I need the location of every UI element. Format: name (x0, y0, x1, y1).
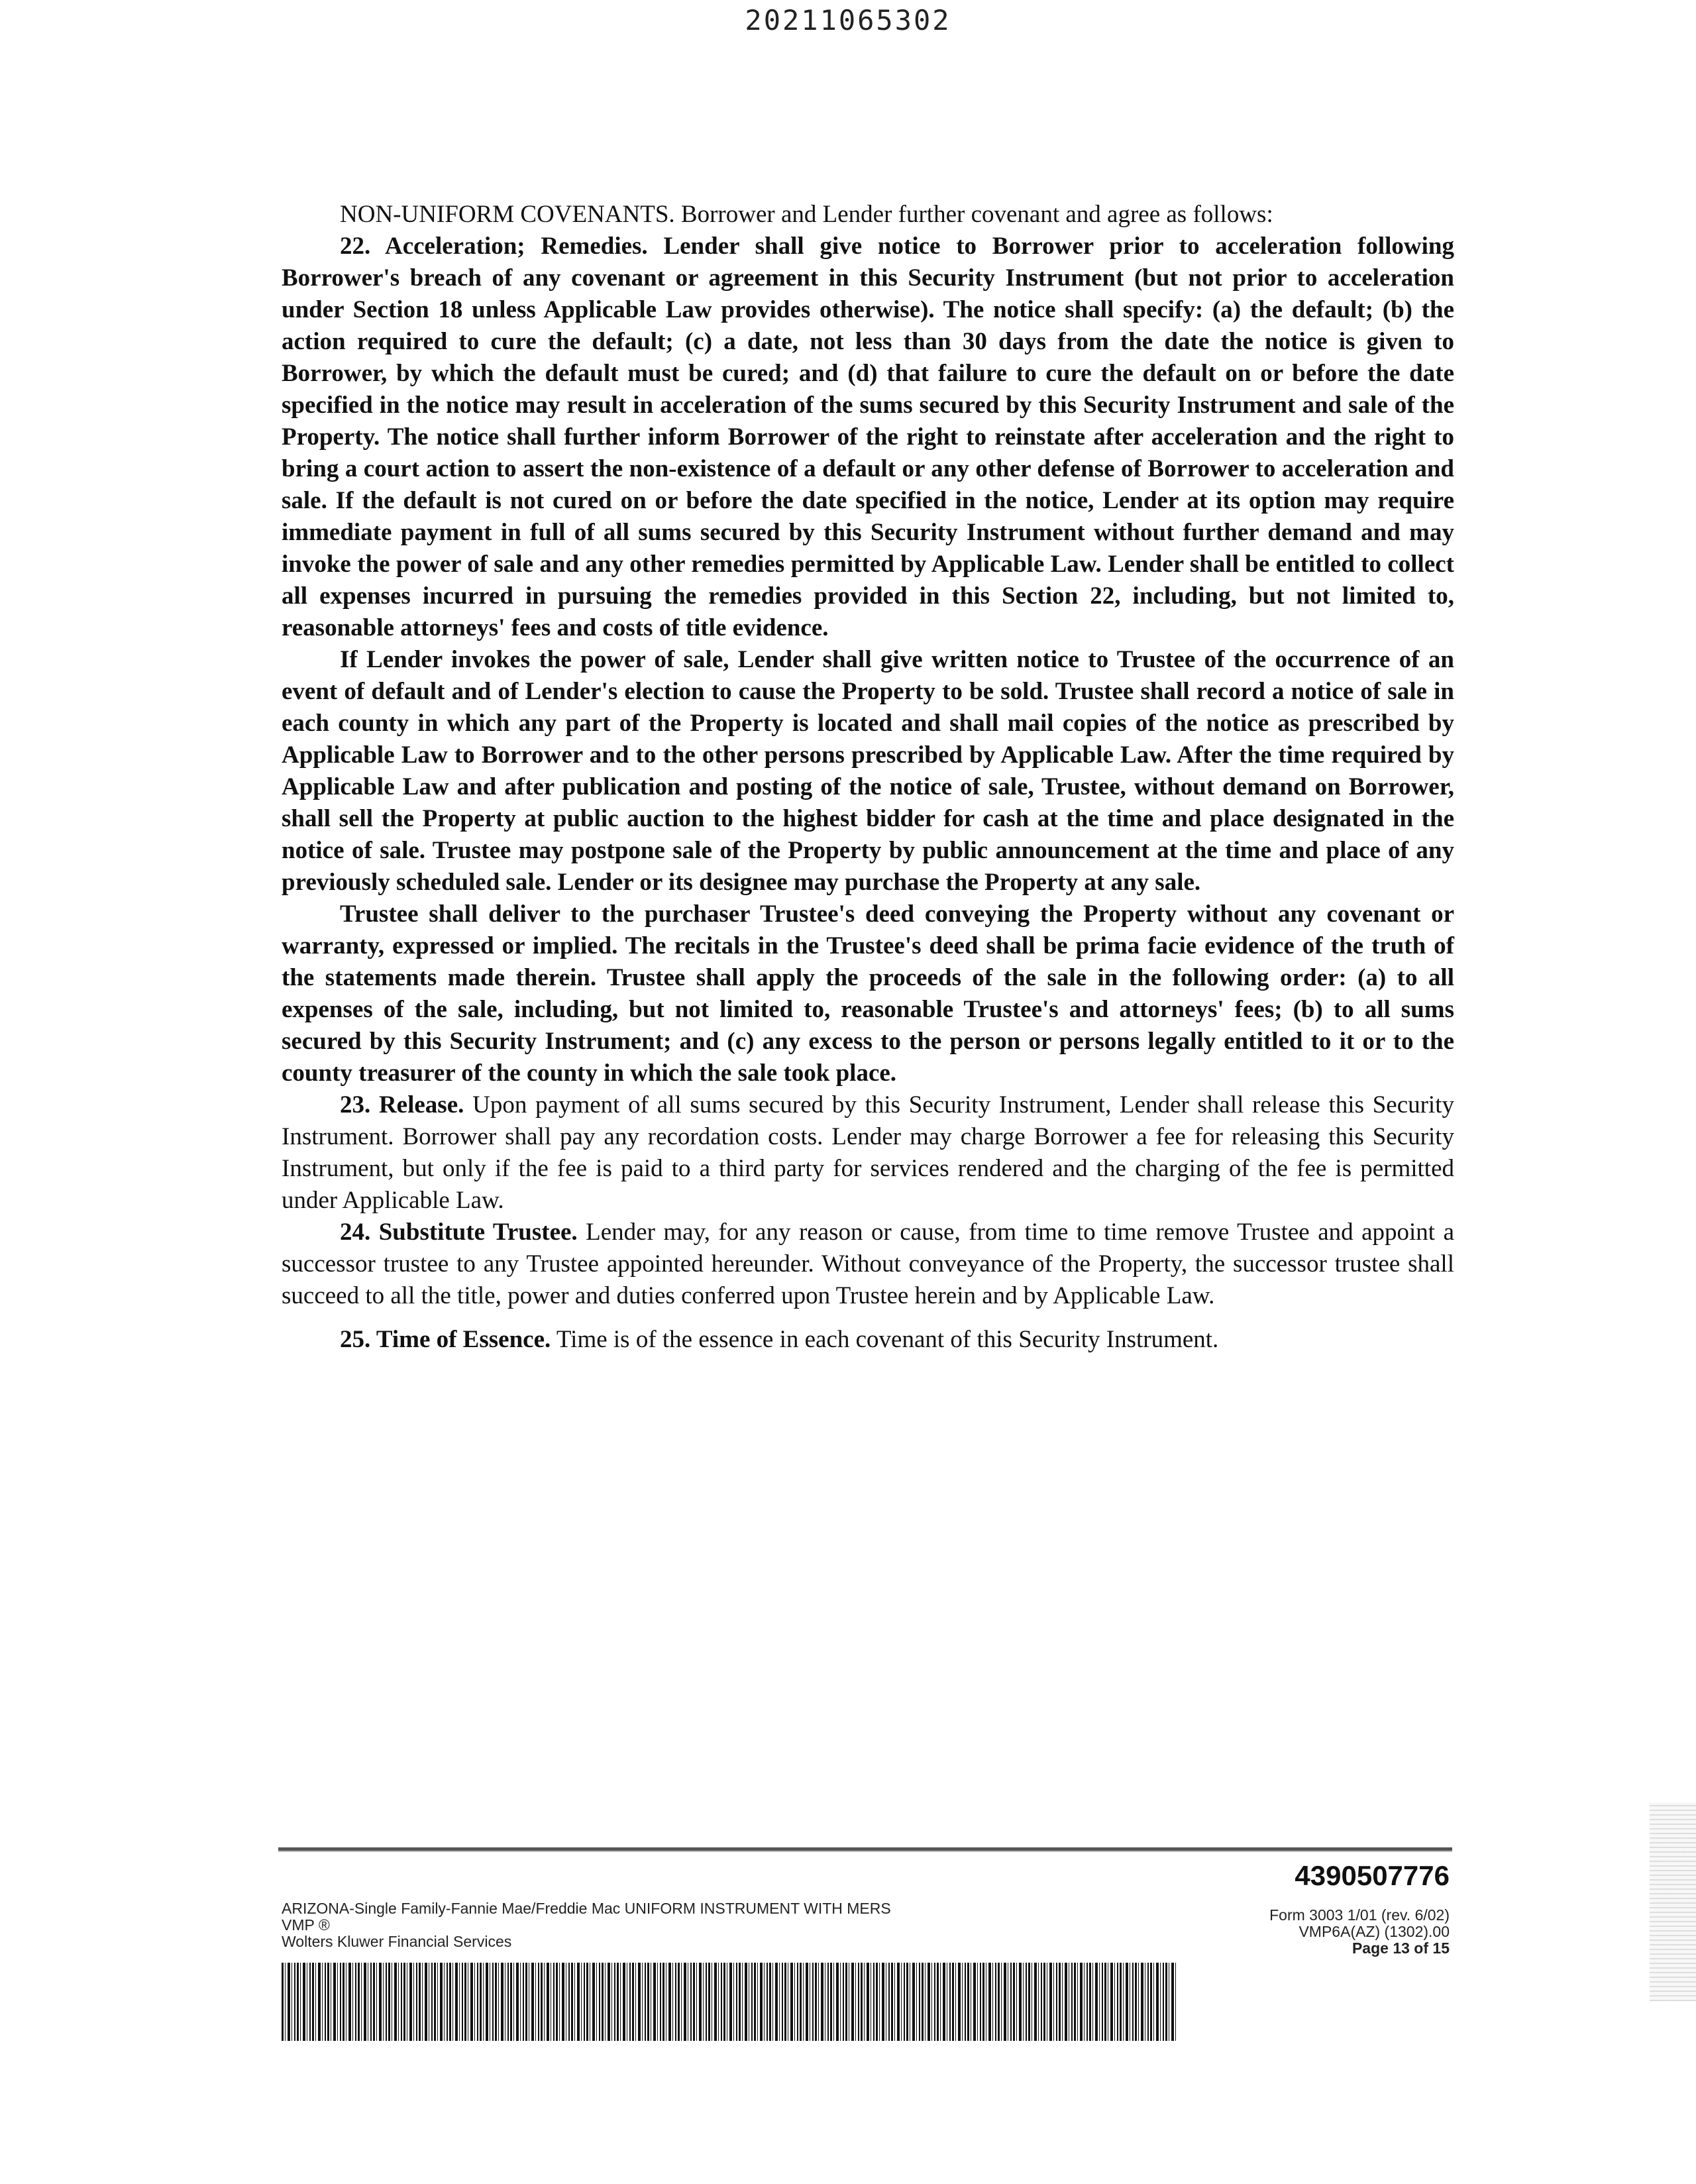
section-25-paragraph (282, 1324, 1454, 1356)
section-24-paragraph (282, 1217, 1454, 1312)
section-22-body: Lender shall give notice to Borrower prior to acceleration following Borrower's breach of any covenant or agreement in this Security Instrument (but not prior to acceleration under Section 18 unless Applicable Law provides otherwise). The notice shall specify: (a) the default; (b) the action required to cure the default; (c) a date, not less than 30 days from the date the notice is given to Borrower, by which the default must be cured; and (d) that failure to cure the default on or before the date specified in the notice may result in acceleration of the sums secured by this Security Instrument and sale of the Property. The notice shall further inform Borrower of the right to reinstate after acceleration and the right to bring a court action to assert the non-existence of a default or any other defense of Borrower to acceleration and sale. If the default is not cured on or before the date specified in the notice, Lender at its option may require immediate payment in full of all sums secured by this Security Instrument without further demand and may invoke the power of sale and any other remedies permitted by Applicable Law. Lender shall be entitled to collect all expenses incurred in pursuing the remedies provided in this Section 22, including, but not limited to, reasonable attorneys' fees and costs of title evidence. (282, 233, 1455, 641)
form-title: ARIZONA-Single Family-Fannie Mae/Freddie Mac UNIFORM INSTRUMENT WITH MERS (282, 1900, 891, 1917)
form-id: Form 3003 1/01 (rev. 6/02) (1269, 1906, 1450, 1924)
form-description (282, 1900, 891, 1950)
section-25-body: Time is of the essence in each covenant of this Security Instrument. (556, 1326, 1219, 1353)
section-22-paragraph-2: If Lender invokes the power of sale, Lender shall give written notice to Trustee of the occurrence of an event of default and of Lender's election to cause the Property to be sold. Trustee shall record a notice of sale in each county in which any part of the Property is located and shall mail copies of the notice as prescribed by Applicable Law to Borrower and to the other persons prescribed by Applicable Law. After the time required by Applicable Law and after publication and posting of the notice of sale, Trustee, without demand on Borrower, shall sell the Property at public auction to the highest bidder for cash at the time and place designated in the notice of sale. Trustee may postpone sale of the Property by public announcement at the time and place of any previously scheduled sale. Lender or its designee may purchase the Property at any sale. (282, 646, 1454, 896)
section-24-body: Lender may, for any reason or cause, from time to time remove Trustee and appoint a successor trustee to any Trustee appointed hereunder. Without conveyance of the Property, the successor trustee shall succeed to all the title, power and duties conferred upon Trustee herein and by Applicable Law. (282, 1219, 1454, 1309)
section-23-heading: 23. Release. (340, 1091, 464, 1119)
publisher: Wolters Kluwer Financial Services (282, 1933, 512, 1950)
recording-number: 20211065302 (745, 4, 951, 36)
form-identifiers (1269, 1907, 1450, 1957)
page-number: Page 13 of 15 (1352, 1939, 1450, 1957)
vmp-code: VMP6A(AZ) (1302).00 (1298, 1923, 1450, 1940)
section-22-heading: 22. Acceleration; Remedies. (340, 233, 648, 260)
section-23-paragraph (282, 1089, 1454, 1217)
covenants-text (282, 199, 1454, 1356)
footer-rule (278, 1847, 1452, 1852)
section-24-heading: 24. Substitute Trustee. (340, 1219, 578, 1246)
barcode (282, 1963, 1176, 2041)
scan-artifact (1650, 1802, 1696, 2001)
section-23-body: Upon payment of all sums secured by this Security Instrument, Lender shall release this Security Instrument. Borrower shall pay any recordation costs. Lender may charge Borrower a fee for releasing this Security Instrument, but only if the fee is paid to a third party for services rendered and the charging of the fee is permitted under Applicable Law. (282, 1091, 1454, 1214)
vmp-mark: VMP ® (282, 1916, 330, 1934)
non-uniform-covenants-intro: NON-UNIFORM COVENANTS. Borrower and Lender further covenant and agree as follows: (340, 201, 1273, 228)
section-25-heading: 25. Time of Essence. (340, 1326, 551, 1353)
section-22-paragraph-1 (282, 231, 1454, 644)
section-22-paragraph-3: Trustee shall deliver to the purchaser Trustee's deed conveying the Property without any covenant or warranty, expressed or implied. The recitals in the Trustee's deed shall be prima facie evidence of the truth of the statements made therein. Trustee shall apply the proceeds of the sale in the following order: (a) to all expenses of the sale, including, but not limited to, reasonable Trustee's and attorneys' fees; (b) to all sums secured by this Security Instrument; and (c) any excess to the person or persons legally entitled to it or to the county treasurer of the county in which the sale took place. (282, 901, 1454, 1087)
loan-number: 4390507776 (1295, 1860, 1450, 1891)
